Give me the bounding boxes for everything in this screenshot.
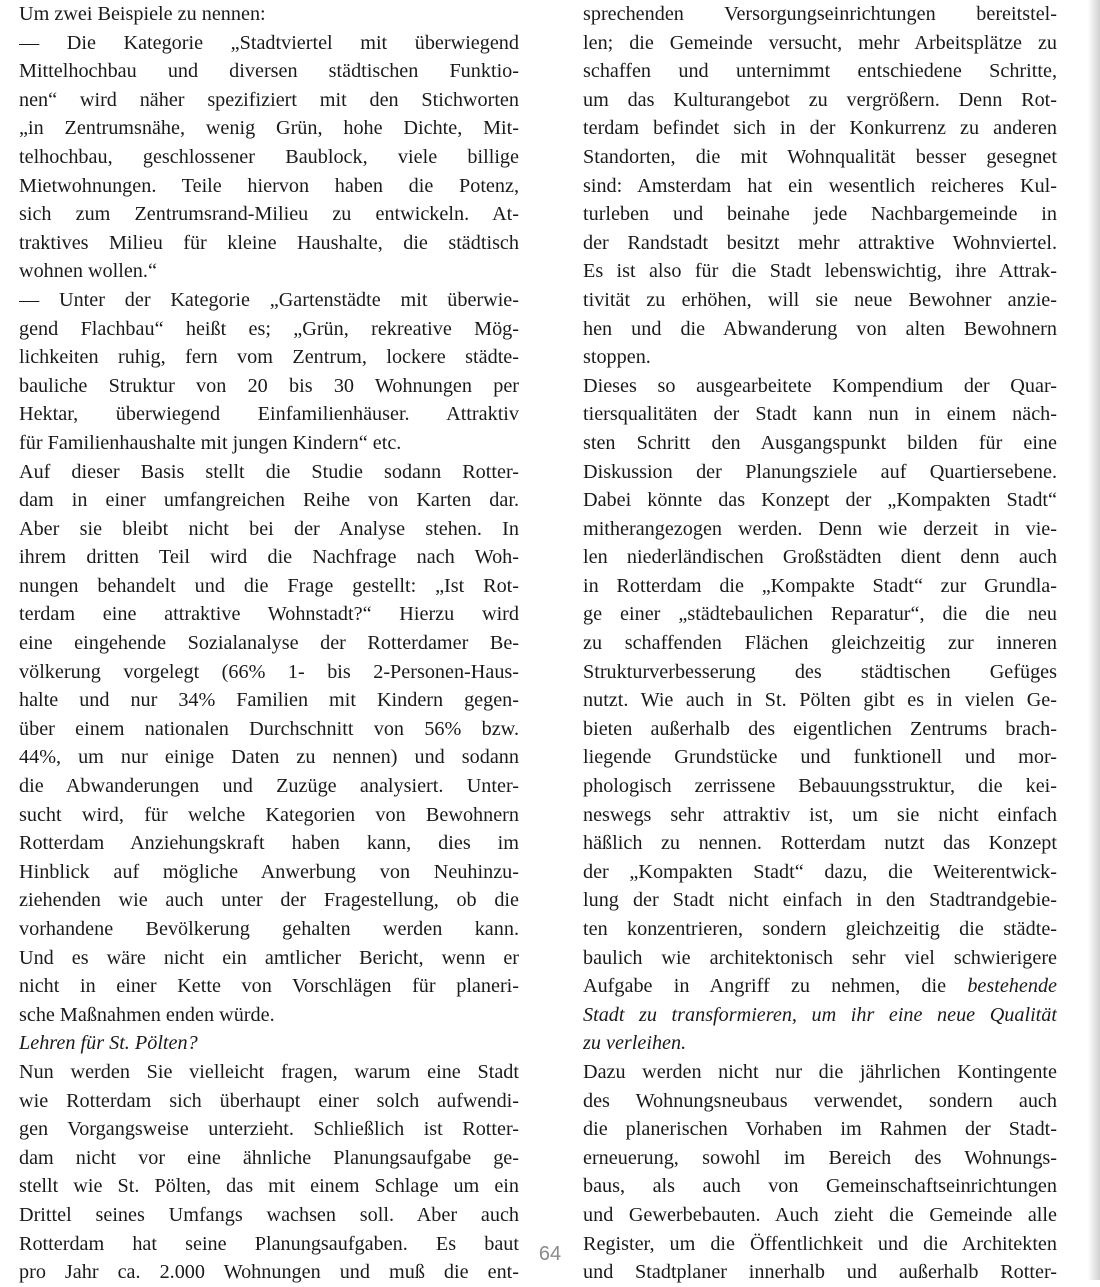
text-column-left [19,0,519,1287]
text-line [583,972,1057,1001]
emphasis-text: Stadt zu transformieren, um ihr eine neue Qualität [583,1003,1057,1026]
page-edge-shadow [1088,0,1100,1280]
text-column-right [583,0,1057,1287]
text-line: nicht in einer Kette von Vorschlägen für planeri- [19,975,519,998]
text-line: wie Rotterdam sich überhaupt einer solch aufwendi- [19,1089,519,1112]
text-line: Aber sie bleibt nicht bei der Analyse stehen. In [19,517,519,540]
text-line: sten Schritt den Ausgangspunkt bilden für eine [583,431,1057,454]
text-line: tivität zu erhöhen, will sie neue Bewohner anzie- [583,288,1057,311]
text-line: Es ist also für die Stadt lebenswichtig, ihre Attrak- [583,260,1057,283]
text-line: Register, um die Öffentlichkeit und die Architekten [583,1232,1057,1255]
text-line: ten konzentrieren, sondern gleichzeitig die städte- [583,918,1057,940]
text-line: Drittel seines Umfangs wachsen soll. Aber auch [19,1203,519,1226]
text-line: nungen behandelt und die Frage gestellt: „Ist Rot- [19,574,519,597]
text-line: „in Zentrumsnähe, wenig Grün, hohe Dichte, Mit- [19,117,519,140]
text-line: sich zum Zentrumsrand-Milieu zu entwickeln. At- [19,203,519,226]
text-line: traktives Milieu für kleine Haushalte, die städtisch [19,231,519,254]
text-line: Dabei könnte das Konzept der „Kompakten Stadt“ [583,489,1057,512]
text-line: Rotterdam hat seine Planungsaufgaben. Es baut [19,1232,519,1255]
text-line: des Wohnungsneubaus verwendet, sondern auch [583,1089,1057,1112]
text-line: zu schaffenden Flächen gleichzeitig zur inneren [583,632,1057,655]
page-number: 64 [538,1243,562,1265]
text-line: liegende Grundstücke und funktionell und mor- [583,746,1057,769]
text-line: dam in einer umfangreichen Reihe von Karten dar. [19,489,519,512]
text-line: vorhandene Bevölkerung gehalten werden kann. [19,918,519,940]
text-line: sind: Amsterdam hat ein wesentlich reicheres Kul- [583,174,1057,197]
text-line: — Die Kategorie „Stadtviertel mit überwiegend [19,31,519,54]
text-line: Strukturverbesserung des städtischen Gefüges [583,660,1057,683]
text-line: lichkeiten ruhig, fern vom Zentrum, lockere städte- [19,346,519,369]
text-line: tiersqualitäten der Stadt kann nun in einem näch- [583,403,1057,426]
text-line: Rotterdam Anziehungskraft haben kann, dies im [19,832,519,855]
text-line: schaffen und unternimmt entschiedene Schritte, [583,60,1057,83]
text-line: turleben und beinahe jede Nachbargemeinde in [583,203,1057,226]
text-line: gend Flachbau“ heißt es; „Grün, rekreative Mög- [19,317,519,340]
text-line: erneuerung, sowohl im Bereich des Wohnungs- [583,1146,1057,1169]
text-line: über einem nationalen Durchschnitt von 56% bzw. [19,717,519,740]
text-line: stellt wie St. Pölten, das mit einem Schlage um ein [19,1175,519,1198]
text-line: die planerischen Vorhaben im Rahmen der Stadt- [583,1118,1057,1141]
text-line: 44%, um nur einige Daten zu nennen) und sodann [19,746,519,769]
text-line: len niederländischen Großstädten dient denn auch [583,546,1057,569]
text-line: nen“ wird näher spezifiziert mit den Stichworten [19,88,519,111]
text-line: pro Jahr ca. 2.000 Wohnungen und muß die ent- [19,1261,519,1284]
text-line: ihrem dritten Teil wird die Nachfrage nach Woh- [19,546,519,569]
text-line: lung der Stadt nicht einfach in den Stadtrandgebie- [583,889,1057,912]
text-line: telhochbau, geschlossener Baublock, viele billige [19,145,519,168]
text-line: gen Vorgangsweise unterzieht. Schließlich ist Rotter- [19,1118,519,1141]
text-line: wohnen wollen.“ [19,260,157,283]
text-line: Diskussion der Planungsziele auf Quartiersebene. [583,460,1057,483]
text-line: die Abwanderungen und Zuzüge analysiert. Unter- [19,775,519,798]
text-line: Dazu werden nicht nur die jährlichen Kontingente [583,1060,1057,1083]
text-line: nutzt. Wie auch in St. Pölten gibt es in vielen Ge- [583,689,1057,712]
text-line: ziehenden wie auch unter der Fragestellung, ob die [19,889,519,912]
text-line: Mittelhochbau und diversen städtischen Funktio- [19,60,519,83]
text-line: sucht wird, für welche Kategorien von Bewohnern [19,803,519,826]
emphasis-text: bestehende [967,975,1057,998]
text-line: Auf dieser Basis stellt die Studie sodann Rotter- [19,460,519,483]
text-line: Nun werden Sie vielleicht fragen, warum eine Stadt [19,1060,519,1083]
text-line: bieten außerhalb des eigentlichen Zentrums brach- [583,717,1057,740]
text-line: in Rotterdam die „Kompakte Stadt“ zur Grundla- [583,574,1057,597]
text-line: Um zwei Beispiele zu nennen: [19,3,266,25]
text-line: terdam eine attraktive Wohnstadt?“ Hierzu wird [19,603,519,626]
text-line: und Gewerbebauten. Auch zieht die Gemeinde alle [583,1203,1057,1226]
text-line: — Unter der Kategorie „Gartenstädte mit überwie- [19,288,519,311]
text-line: Standorten, die mit Wohnqualität besser gesegnet [583,145,1057,168]
text-line: stoppen. [583,346,651,369]
text-line: baus, als auch von Gemeinschaftseinrichtungen [583,1175,1057,1198]
text-line: völkerung vorgelegt (66% 1- bis 2-Personen-Haus- [19,660,519,683]
text-line: eine eingehende Sozialanalyse der Rotterdamer Be- [19,632,519,655]
text-line: terdam befindet sich in der Konkurrenz zu anderen [583,117,1057,140]
text-line: neswegs sehr attraktiv ist, um sie nicht einfach [583,803,1057,826]
emphasis-text: zu verleihen. [583,1032,687,1055]
text-line: sche Maßnahmen enden würde. [19,1003,275,1026]
text-line: bauliche Struktur von 20 bis 30 Wohnungen per [19,374,519,397]
text-line: ge einer „städtebaulichen Reparatur“, die die neu [583,603,1057,626]
text-line: len; die Gemeinde versucht, mehr Arbeitsplätze zu [583,31,1057,54]
text-line: dam nicht vor eine ähnliche Planungsaufgabe ge- [19,1146,519,1169]
text-line: Hinblick auf mögliche Anwerbung von Neuhinzu- [19,860,519,883]
text-line: sprechenden Versorgungseinrichtungen bereitstel- [583,3,1057,25]
text-line: Hektar, überwiegend Einfamilienhäuser. Attraktiv [19,403,519,426]
text-line: der „Kompakten Stadt“ dazu, die Weiterentwick- [583,860,1057,883]
text-line: hen und die Abwanderung von alten Bewohnern [583,317,1057,340]
text-fragment: Aufgabe in Angriff zu nehmen, die [583,975,947,998]
text-line: phologisch zerrissene Bebauungsstruktur, die kei- [583,775,1057,798]
text-line: um das Kulturangebot zu vergrößern. Denn Rot- [583,88,1057,111]
section-heading: Lehren für St. Pölten? [19,1032,198,1055]
text-line: Mietwohnungen. Teile hiervon haben die Potenz, [19,174,519,197]
text-line: mitherangezogen werden. Denn wie derzeit in vie- [583,517,1057,540]
text-line: Und es wäre nicht ein amtlicher Bericht, wenn er [19,946,519,969]
text-line: Dieses so ausgearbeitete Kompendium der Quar- [583,374,1057,397]
text-line: häßlich zu nennen. Rotterdam nutzt das Konzept [583,832,1057,855]
text-line: der Randstadt besitzt mehr attraktive Wohnviertel. [583,231,1057,254]
text-line: baulich wie architektonisch sehr viel schwierigere [583,946,1057,969]
text-line: und Stadtplaner innerhalb und außerhalb Rotter- [583,1261,1057,1284]
text-line: halte und nur 34% Familien mit Kindern gegen- [19,689,519,712]
text-line: für Familienhaushalte mit jungen Kindern“ etc. [19,431,402,454]
